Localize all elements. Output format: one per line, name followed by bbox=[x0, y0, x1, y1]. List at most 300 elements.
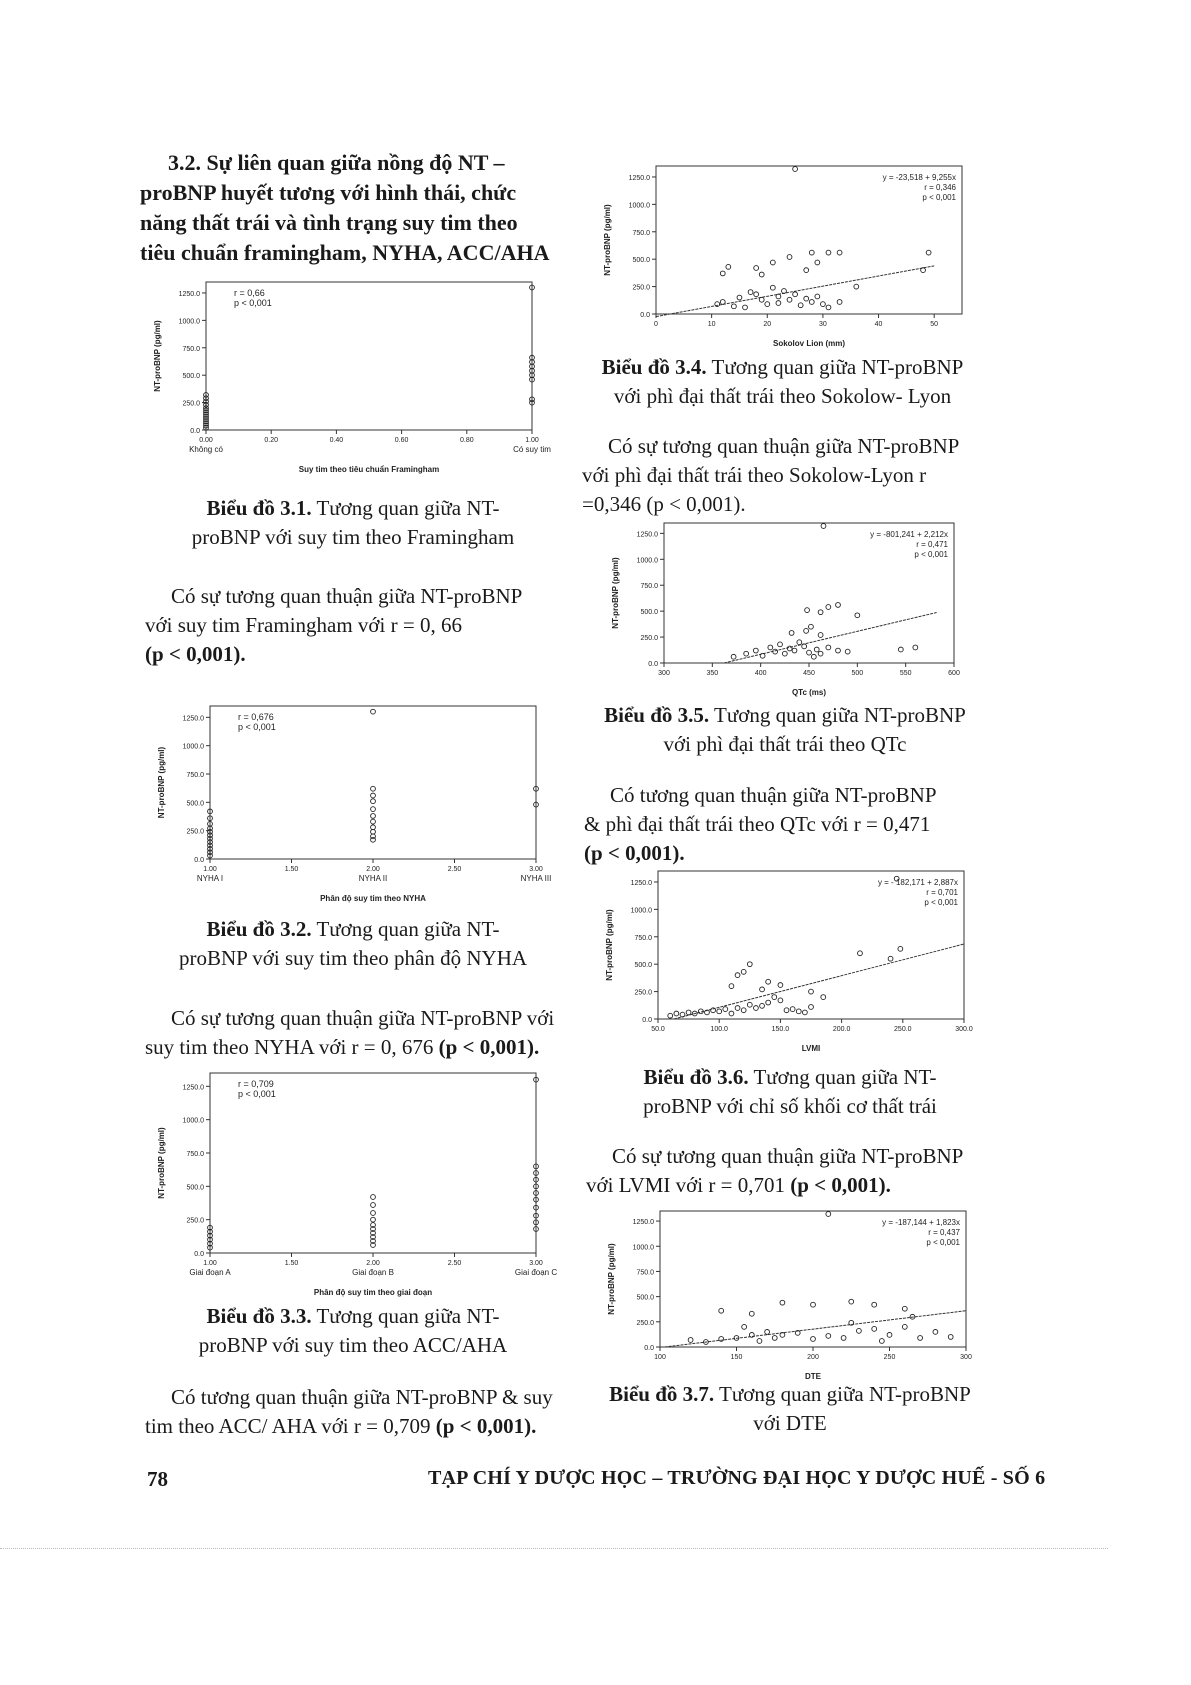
y-tick-label: 500.0 bbox=[182, 373, 200, 381]
x-tick-label: 30 bbox=[819, 321, 827, 328]
y-axis-title: NT-proBNP (pg/ml) bbox=[607, 1243, 616, 1315]
data-point bbox=[857, 1328, 862, 1333]
x-tick-label: 50.0 bbox=[651, 1026, 665, 1033]
x-axis-title: Sokolov Lion (mm) bbox=[773, 339, 845, 348]
data-point bbox=[371, 709, 376, 714]
data-point bbox=[809, 989, 814, 994]
caption-text: proBNP với suy tim theo Framingham bbox=[191, 525, 515, 549]
data-point bbox=[811, 1337, 816, 1342]
data-point bbox=[809, 624, 814, 629]
data-point bbox=[760, 987, 765, 992]
category-label: NYHA I bbox=[196, 874, 224, 883]
data-point bbox=[805, 608, 810, 613]
data-point bbox=[780, 1300, 785, 1305]
data-point bbox=[371, 793, 376, 798]
y-tick-label: 1250.0 bbox=[628, 174, 650, 182]
chart-3-4 bbox=[598, 160, 970, 350]
data-point bbox=[754, 266, 759, 271]
data-point bbox=[814, 647, 819, 652]
data-point bbox=[768, 645, 773, 650]
paragraph-line: Có tương quan thuận giữa NT-proBNP bbox=[610, 783, 937, 807]
x-tick-label: 300 bbox=[960, 1354, 972, 1361]
x-tick-label: 2.00 bbox=[366, 866, 380, 873]
data-point bbox=[765, 302, 770, 307]
caption-text: Tương quan giữa NT- bbox=[753, 1065, 937, 1089]
data-point bbox=[879, 1339, 884, 1344]
x-tick-label: 10 bbox=[707, 321, 716, 328]
y-axis-title: NT-proBNP (pg/ml) bbox=[157, 1127, 166, 1199]
data-point bbox=[787, 297, 792, 302]
data-point bbox=[804, 296, 809, 301]
paragraph-line: =0,346 (p < 0,001). bbox=[582, 492, 746, 516]
x-axis-title: QTc (ms) bbox=[791, 688, 827, 697]
data-point bbox=[821, 995, 826, 1000]
stat-annotation: p < 0,001 bbox=[238, 722, 276, 732]
caption-label: Biểu đồ 3.5. bbox=[604, 703, 710, 727]
y-tick-label: 1000.0 bbox=[632, 1244, 654, 1252]
chart-3-1 bbox=[148, 276, 551, 476]
data-point bbox=[735, 973, 740, 978]
x-axis-title: Phân độ suy tim theo giai đoạn bbox=[313, 1288, 433, 1297]
data-point bbox=[818, 633, 823, 638]
caption-text: với phì đại thất trái theo QTc bbox=[663, 732, 907, 756]
data-point bbox=[789, 631, 794, 636]
data-point bbox=[809, 1005, 814, 1010]
data-point bbox=[849, 1299, 854, 1304]
stat-annotation: r = 0,471 bbox=[916, 540, 948, 549]
data-point bbox=[770, 285, 775, 290]
paragraph-line: với phì đại thất trái theo Sokolow-Lyon r bbox=[582, 463, 927, 487]
data-point bbox=[759, 272, 764, 277]
y-tick-label: 1000.0 bbox=[178, 318, 200, 326]
caption-label: Biểu đồ 3.7. bbox=[609, 1382, 715, 1406]
stat-annotation: p < 0,001 bbox=[922, 193, 956, 202]
data-point bbox=[782, 289, 787, 294]
data-point bbox=[826, 645, 831, 650]
x-tick-label: 600 bbox=[948, 670, 960, 677]
caption-text: Tương quan giữa NT-proBNP bbox=[711, 355, 964, 379]
data-point bbox=[787, 646, 792, 651]
plot-frame bbox=[656, 166, 962, 314]
data-point bbox=[948, 1335, 953, 1340]
caption-text: Tương quan giữa NT-proBNP bbox=[719, 1382, 971, 1406]
caption-label: Biểu đồ 3.6. bbox=[643, 1065, 749, 1089]
data-point bbox=[757, 1339, 762, 1344]
data-point bbox=[371, 829, 376, 834]
x-tick-label: 150.0 bbox=[771, 1026, 790, 1033]
caption-text: Tương quan giữa NT- bbox=[316, 917, 500, 941]
data-point bbox=[802, 644, 807, 649]
figure-caption bbox=[590, 1063, 990, 1121]
paragraph-bold: (p < 0,001). bbox=[584, 841, 685, 865]
y-axis-title: NT-proBNP (pg/ml) bbox=[157, 746, 166, 819]
plot-frame bbox=[210, 1073, 536, 1253]
stat-annotation: p < 0,001 bbox=[924, 898, 958, 907]
data-point bbox=[837, 300, 842, 305]
y-tick-label: 500.0 bbox=[636, 1294, 654, 1302]
data-point bbox=[668, 1013, 673, 1018]
caption-text: proBNP với suy tim theo phân độ NYHA bbox=[178, 946, 528, 970]
data-point bbox=[674, 1011, 679, 1016]
x-tick-label: 250 bbox=[883, 1354, 896, 1361]
section-heading bbox=[140, 148, 560, 268]
data-point bbox=[793, 292, 798, 297]
y-tick-label: 500.0 bbox=[634, 962, 652, 970]
y-tick-label: 1250.0 bbox=[178, 290, 200, 298]
chart-3-3 bbox=[152, 1067, 558, 1299]
y-tick-label: 750.0 bbox=[636, 1269, 654, 1277]
data-point bbox=[371, 786, 376, 791]
y-tick-label: 0.0 bbox=[640, 312, 650, 319]
data-point bbox=[759, 297, 764, 302]
paragraph-line: với suy tim Framingham với r = 0, 66 bbox=[145, 613, 462, 637]
y-tick-label: 1250.0 bbox=[636, 531, 658, 539]
y-tick-label: 500.0 bbox=[640, 609, 658, 617]
data-point bbox=[766, 1000, 771, 1005]
x-axis-title: DTE bbox=[805, 1372, 821, 1381]
figure-caption bbox=[580, 701, 990, 759]
data-point bbox=[826, 605, 831, 610]
data-point bbox=[741, 969, 746, 974]
heading-line: 3.2. Sự liên quan giữa nồng độ NT – bbox=[168, 150, 505, 175]
data-point bbox=[726, 264, 731, 269]
paragraph-line: tim theo ACC/ AHA với r = 0,709 bbox=[145, 1414, 431, 1438]
category-label: Giai đoạn A bbox=[189, 1268, 231, 1277]
data-point bbox=[826, 250, 831, 255]
x-tick-label: 0.60 bbox=[394, 437, 409, 444]
stat-annotation: p < 0,001 bbox=[914, 550, 948, 559]
data-point bbox=[776, 301, 781, 306]
data-point bbox=[855, 613, 860, 618]
paragraph-line: Có sự tương quan thuận giữa NT-proBNP với bbox=[171, 1006, 555, 1030]
stat-annotation: y = -23,518 + 9,255x bbox=[882, 173, 956, 182]
figure-caption bbox=[148, 494, 558, 552]
data-point bbox=[784, 1008, 789, 1013]
stat-annotation: y = -801,241 + 2,212x bbox=[870, 530, 948, 539]
y-tick-label: 250.0 bbox=[640, 635, 658, 643]
x-tick-label: 550 bbox=[899, 670, 912, 677]
data-point bbox=[737, 295, 742, 300]
chart-3-7 bbox=[602, 1205, 974, 1383]
data-point bbox=[793, 167, 798, 172]
regression-line bbox=[656, 266, 934, 317]
data-point bbox=[815, 294, 820, 299]
data-point bbox=[749, 1333, 754, 1338]
data-point bbox=[371, 807, 376, 812]
bottom-divider bbox=[0, 1548, 1108, 1551]
x-tick-label: 2.00 bbox=[366, 1260, 380, 1267]
data-point bbox=[804, 628, 809, 633]
x-tick-label: 0.40 bbox=[329, 437, 344, 444]
data-point bbox=[748, 290, 753, 295]
data-point bbox=[371, 1217, 376, 1222]
x-axis-title: LVMI bbox=[801, 1044, 821, 1053]
y-tick-label: 1250.0 bbox=[182, 1084, 204, 1092]
y-tick-label: 250.0 bbox=[182, 400, 200, 408]
x-tick-label: 300.0 bbox=[955, 1026, 973, 1033]
x-tick-label: 0 bbox=[654, 321, 658, 328]
data-point bbox=[371, 1211, 376, 1216]
data-point bbox=[742, 1324, 747, 1329]
plot-frame bbox=[660, 1211, 966, 1347]
paragraph-bold: (p < 0,001). bbox=[438, 1035, 540, 1059]
data-point bbox=[918, 1336, 923, 1341]
data-point bbox=[720, 271, 725, 276]
x-tick-label: 2.50 bbox=[447, 1260, 462, 1267]
caption-label: Biểu đồ 3.2. bbox=[206, 917, 312, 941]
y-tick-label: 0.0 bbox=[648, 661, 658, 668]
y-tick-label: 1000.0 bbox=[182, 743, 204, 751]
data-point bbox=[735, 1006, 740, 1011]
data-point bbox=[731, 654, 736, 659]
data-point bbox=[845, 649, 850, 654]
figure-caption bbox=[580, 353, 985, 411]
stat-annotation: r = 0,709 bbox=[238, 1079, 274, 1089]
data-point bbox=[723, 1007, 728, 1012]
data-point bbox=[902, 1324, 907, 1329]
y-tick-label: 250.0 bbox=[632, 284, 650, 292]
x-tick-label: 200.0 bbox=[832, 1026, 851, 1033]
data-point bbox=[933, 1329, 938, 1334]
stat-annotation: p < 0,001 bbox=[234, 298, 272, 308]
caption-text: Tương quan giữa NT- bbox=[316, 1304, 500, 1328]
x-tick-label: 1.00 bbox=[203, 866, 217, 873]
data-point bbox=[841, 1336, 846, 1341]
caption-text: với DTE bbox=[753, 1411, 827, 1435]
paragraph-bold: (p < 0,001). bbox=[435, 1414, 537, 1438]
caption-text: proBNP với suy tim theo ACC/AHA bbox=[198, 1333, 508, 1357]
result-paragraph bbox=[582, 432, 992, 519]
data-point bbox=[902, 1306, 907, 1311]
paragraph-line: Có sự tương quan thuận giữa NT-proBNP bbox=[171, 584, 523, 608]
data-point bbox=[796, 1009, 801, 1014]
regression-line bbox=[674, 944, 964, 1019]
result-paragraph bbox=[586, 1142, 996, 1200]
y-tick-label: 750.0 bbox=[186, 1151, 204, 1158]
y-tick-label: 250.0 bbox=[636, 1319, 654, 1327]
y-tick-label: 1250.0 bbox=[632, 1219, 654, 1227]
y-tick-label: 0.0 bbox=[194, 1251, 204, 1258]
result-paragraph bbox=[584, 781, 994, 868]
y-tick-label: 750.0 bbox=[640, 583, 658, 591]
data-point bbox=[760, 653, 765, 658]
paragraph-line: Có sự tương quan thuận giữa NT-proBNP bbox=[608, 434, 960, 458]
category-label: Không có bbox=[189, 445, 223, 454]
x-tick-label: 50 bbox=[930, 321, 939, 328]
data-point bbox=[371, 819, 376, 824]
result-paragraph bbox=[145, 582, 557, 669]
x-tick-label: 200 bbox=[807, 1354, 819, 1361]
y-tick-label: 1250.0 bbox=[630, 879, 652, 887]
x-tick-label: 150 bbox=[730, 1354, 743, 1361]
data-point bbox=[772, 995, 777, 1000]
result-paragraph bbox=[145, 1383, 570, 1441]
x-tick-label: 3.00 bbox=[529, 1260, 543, 1267]
y-tick-label: 750.0 bbox=[634, 934, 652, 942]
chart-3-2 bbox=[152, 700, 552, 905]
y-axis-title: NT-proBNP (pg/ml) bbox=[605, 909, 614, 981]
data-point bbox=[371, 1195, 376, 1200]
x-tick-label: 0.20 bbox=[264, 437, 279, 444]
data-point bbox=[837, 250, 842, 255]
paragraph-line: & phì đại thất trái theo QTc với r = 0,471 bbox=[584, 812, 931, 836]
category-label: Có suy tim bbox=[513, 445, 551, 454]
y-tick-label: 1000.0 bbox=[628, 202, 650, 210]
page-number: 78 bbox=[147, 1467, 168, 1491]
data-point bbox=[765, 1329, 770, 1334]
data-point bbox=[815, 260, 820, 265]
data-point bbox=[802, 1010, 807, 1015]
data-point bbox=[686, 1010, 691, 1015]
data-point bbox=[371, 799, 376, 804]
data-point bbox=[719, 1308, 724, 1313]
data-point bbox=[729, 1011, 734, 1016]
y-tick-label: 1250.0 bbox=[182, 715, 204, 723]
data-point bbox=[772, 1336, 777, 1341]
data-point bbox=[371, 825, 376, 830]
data-point bbox=[744, 651, 749, 656]
x-tick-label: 3.00 bbox=[529, 866, 543, 873]
stat-annotation: p < 0,001 bbox=[238, 1089, 276, 1099]
data-point bbox=[743, 305, 748, 310]
category-label: NYHA III bbox=[520, 874, 552, 883]
data-point bbox=[809, 300, 814, 305]
regression-line bbox=[665, 1311, 966, 1347]
data-point bbox=[888, 956, 893, 961]
stat-annotation: y = -187,144 + 1,823x bbox=[882, 1218, 960, 1227]
x-tick-label: 350 bbox=[706, 670, 719, 677]
stat-annotation: p < 0,001 bbox=[926, 1238, 960, 1247]
data-point bbox=[753, 648, 758, 653]
data-point bbox=[913, 645, 918, 650]
x-tick-label: 2.50 bbox=[447, 866, 462, 873]
caption-label: Biểu đồ 3.3. bbox=[206, 1304, 312, 1328]
y-tick-label: 0.0 bbox=[194, 857, 204, 864]
data-point bbox=[731, 304, 736, 309]
x-axis-title: Suy tim theo tiêu chuẩn Framingham bbox=[298, 465, 440, 474]
caption-text: với phì đại thất trái theo Sokolow- Lyon bbox=[613, 384, 952, 408]
paragraph-line: Có tương quan thuận giữa NT-proBNP & suy bbox=[171, 1385, 553, 1409]
caption-text: proBNP với chỉ số khối cơ thất trái bbox=[643, 1094, 937, 1118]
heading-line: năng thất trái và tình trạng suy tim theo bbox=[140, 210, 518, 235]
y-axis-title: NT-proBNP (pg/ml) bbox=[153, 320, 162, 392]
paragraph-bold: (p < 0,001). bbox=[790, 1173, 891, 1197]
y-tick-label: 750.0 bbox=[632, 229, 650, 237]
x-tick-label: 400 bbox=[754, 670, 767, 677]
y-tick-label: 500.0 bbox=[632, 257, 650, 265]
data-point bbox=[898, 946, 903, 951]
y-tick-label: 1000.0 bbox=[182, 1117, 204, 1125]
x-tick-label: 500 bbox=[851, 670, 864, 677]
data-point bbox=[747, 1002, 752, 1007]
category-label: NYHA II bbox=[358, 874, 388, 883]
data-point bbox=[787, 255, 792, 260]
data-point bbox=[811, 1302, 816, 1307]
data-point bbox=[371, 834, 376, 839]
x-tick-label: 450 bbox=[803, 670, 815, 677]
data-point bbox=[821, 302, 826, 307]
y-tick-label: 0.0 bbox=[644, 1345, 654, 1352]
category-label: Giai đoạn B bbox=[352, 1268, 394, 1277]
figure-caption bbox=[585, 1380, 995, 1438]
x-axis-title: Phân độ suy tim theo NYHA bbox=[320, 894, 426, 903]
x-tick-label: 0.80 bbox=[459, 437, 474, 444]
y-tick-label: 0.0 bbox=[190, 428, 200, 435]
data-point bbox=[776, 294, 781, 299]
y-tick-label: 750.0 bbox=[186, 772, 204, 779]
stat-annotation: r = 0,66 bbox=[234, 288, 265, 298]
x-tick-label: 1.50 bbox=[284, 1260, 299, 1267]
figure-caption bbox=[148, 1302, 558, 1360]
stat-annotation: y = - 182,171 + 2,887x bbox=[877, 878, 958, 887]
data-point bbox=[797, 640, 802, 645]
data-point bbox=[854, 284, 859, 289]
data-point bbox=[778, 998, 783, 1003]
data-point bbox=[770, 260, 775, 265]
x-tick-label: 250.0 bbox=[894, 1026, 912, 1033]
y-tick-label: 250.0 bbox=[634, 989, 652, 997]
paragraph-line: suy tim theo NYHA với r = 0, 676 bbox=[145, 1035, 434, 1059]
x-tick-label: 100.0 bbox=[710, 1026, 728, 1033]
stat-annotation: r = 0,701 bbox=[926, 888, 958, 897]
stat-annotation: r = 0,437 bbox=[928, 1228, 960, 1237]
data-point bbox=[836, 648, 841, 653]
data-point bbox=[926, 250, 931, 255]
data-point bbox=[790, 1007, 795, 1012]
category-label: Giai đoạn C bbox=[514, 1268, 558, 1277]
data-point bbox=[809, 250, 814, 255]
data-point bbox=[778, 983, 783, 988]
data-point bbox=[811, 654, 816, 659]
data-point bbox=[688, 1338, 693, 1343]
data-point bbox=[826, 305, 831, 310]
paragraph-line: Có sự tương quan thuận giữa NT-proBNP bbox=[612, 1144, 964, 1168]
data-point bbox=[729, 984, 734, 989]
data-point bbox=[836, 603, 841, 608]
x-tick-label: 100 bbox=[654, 1354, 666, 1361]
data-point bbox=[821, 524, 826, 529]
data-point bbox=[858, 951, 863, 956]
figure-caption bbox=[148, 915, 558, 973]
y-tick-label: 1000.0 bbox=[636, 557, 658, 565]
x-tick-label: 20 bbox=[763, 321, 772, 328]
data-point bbox=[872, 1326, 877, 1331]
data-point bbox=[804, 268, 809, 273]
data-point bbox=[760, 1003, 765, 1008]
data-point bbox=[766, 979, 771, 984]
x-tick-label: 300 bbox=[658, 670, 670, 677]
stat-annotation: r = 0,346 bbox=[924, 183, 956, 192]
data-point bbox=[792, 648, 797, 653]
data-point bbox=[749, 1311, 754, 1316]
regression-line bbox=[724, 612, 937, 663]
data-point bbox=[887, 1333, 892, 1338]
y-tick-label: 250.0 bbox=[186, 1217, 204, 1225]
data-point bbox=[807, 650, 812, 655]
stat-annotation: r = 0,676 bbox=[238, 712, 274, 722]
y-axis-title: NT-proBNP (pg/ml) bbox=[611, 557, 620, 629]
data-point bbox=[371, 814, 376, 819]
data-point bbox=[754, 292, 759, 297]
data-point bbox=[720, 300, 725, 305]
x-tick-label: 40 bbox=[874, 321, 883, 328]
data-point bbox=[818, 610, 823, 615]
caption-label: Biểu đồ 3.1. bbox=[206, 496, 312, 520]
data-point bbox=[921, 268, 926, 273]
y-axis-title: NT-proBNP (pg/ml) bbox=[603, 204, 612, 276]
data-point bbox=[778, 642, 783, 647]
caption-text: Tương quan giữa NT- bbox=[316, 496, 500, 520]
